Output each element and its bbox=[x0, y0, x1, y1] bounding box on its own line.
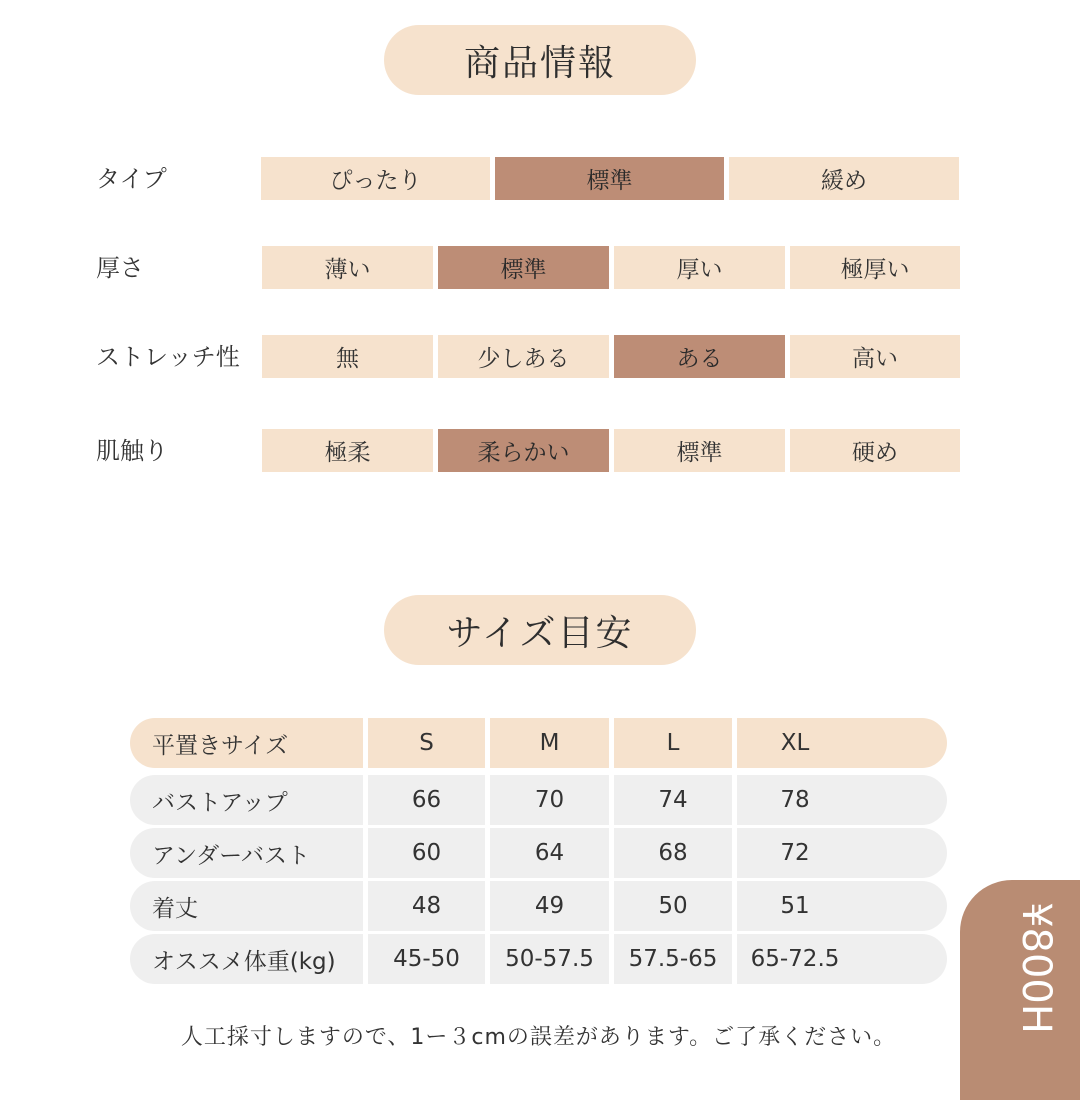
product-info-title: 商品情報 bbox=[384, 25, 696, 95]
table-row bbox=[130, 881, 947, 931]
option-stretch-little: 少しある bbox=[438, 335, 609, 378]
option-type-fit: ぴったり bbox=[261, 157, 490, 200]
header-cell-xl: XL bbox=[780, 730, 810, 756]
option-thickness-extra-thick: 極厚い bbox=[790, 246, 960, 289]
option-stretch-none: 無 bbox=[262, 335, 433, 378]
table-cell: 50 bbox=[658, 893, 688, 919]
attr-label-thickness: 厚さ bbox=[96, 254, 144, 282]
option-thickness-thick: 厚い bbox=[614, 246, 785, 289]
row-label: 着丈 bbox=[152, 895, 198, 922]
table-row bbox=[130, 934, 947, 984]
header-cell-s: S bbox=[419, 730, 434, 756]
table-row bbox=[130, 828, 947, 878]
table-cell: 48 bbox=[411, 893, 442, 919]
table-cell: 64 bbox=[534, 840, 565, 866]
table-cell: 45-50 bbox=[393, 946, 460, 972]
option-stretch-some: ある bbox=[614, 335, 785, 378]
table-cell: 51 bbox=[780, 893, 810, 919]
attr-label-stretch: ストレッチ性 bbox=[96, 343, 240, 371]
row-label: アンダーバスト bbox=[152, 842, 311, 869]
size-table-header bbox=[130, 718, 947, 768]
option-thickness-thin: 薄い bbox=[262, 246, 433, 289]
option-texture-ultra-soft: 極柔 bbox=[262, 429, 433, 472]
option-texture-standard: 標準 bbox=[614, 429, 785, 472]
table-cell: 50-57.5 bbox=[505, 946, 594, 972]
table-cell: 66 bbox=[411, 787, 442, 813]
header-cell-m: M bbox=[539, 730, 560, 756]
table-cell: 60 bbox=[411, 840, 442, 866]
measurement-note: 人工採寸しますので、1ー３cmの誤差があります。ご了承ください。 bbox=[180, 1025, 897, 1050]
table-cell: 74 bbox=[658, 787, 688, 813]
table-cell: 65-72.5 bbox=[750, 946, 840, 972]
table-row bbox=[130, 775, 947, 825]
table-cell: 70 bbox=[534, 787, 565, 813]
option-thickness-standard: 標準 bbox=[438, 246, 609, 289]
option-type-standard: 標準 bbox=[495, 157, 724, 200]
table-cell: 49 bbox=[534, 893, 565, 919]
attr-label-type: タイプ bbox=[96, 165, 167, 193]
table-cell: 78 bbox=[780, 787, 810, 813]
option-texture-firm: 硬め bbox=[790, 429, 960, 472]
table-cell: 72 bbox=[780, 840, 810, 866]
attr-label-texture: 肌触り bbox=[96, 437, 168, 465]
table-cell: 57.5-65 bbox=[628, 946, 718, 972]
size-guide-title: サイズ目安 bbox=[384, 595, 696, 665]
header-cell-l: L bbox=[666, 730, 680, 756]
row-label: バストアップ bbox=[152, 789, 288, 816]
table-cell: 68 bbox=[658, 840, 688, 866]
option-stretch-high: 高い bbox=[790, 335, 960, 378]
option-texture-soft: 柔らかい bbox=[438, 429, 609, 472]
price-tab-label: ¥800H bbox=[1013, 902, 1059, 1034]
header-cell-size-label: 平置きサイズ bbox=[152, 732, 289, 759]
option-type-loose: 緩め bbox=[729, 157, 959, 200]
row-label: オススメ体重(kg) bbox=[152, 948, 336, 975]
